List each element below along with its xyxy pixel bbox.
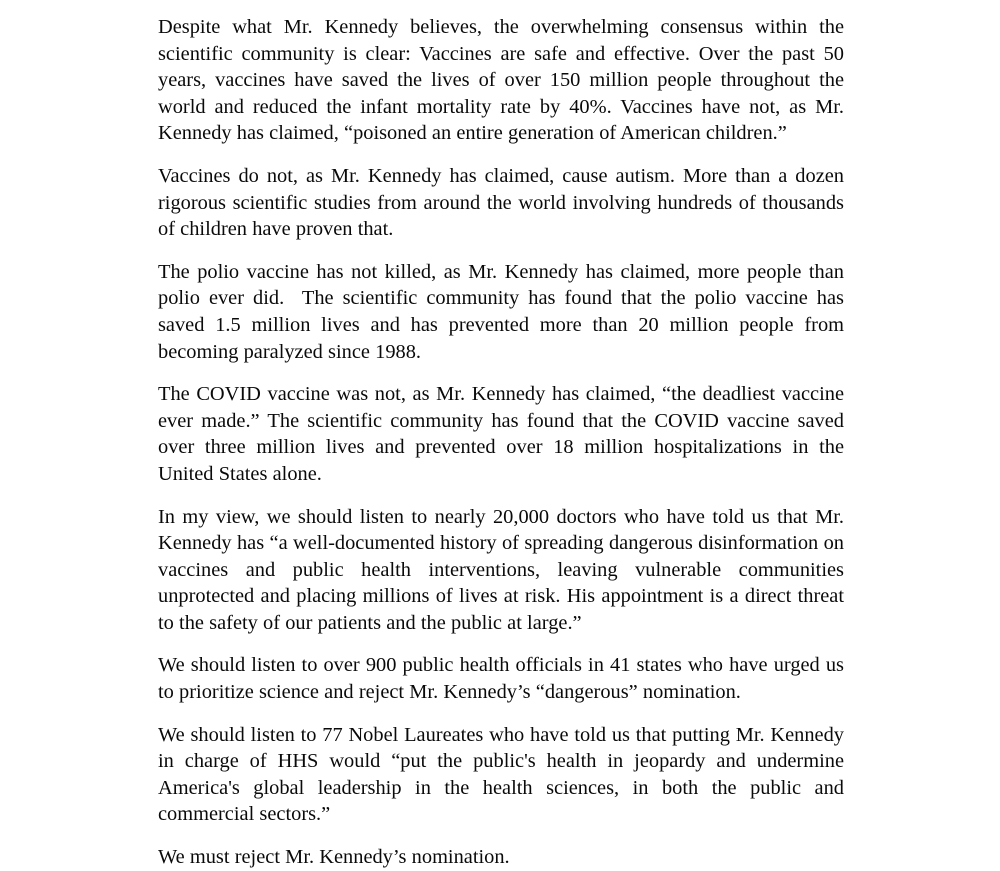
paragraph-doctors: In my view, we should listen to nearly 20,000 doctors who have told us that Mr. Kennedy has “a well-documented history of spreading dangerous disinformation on vaccines and public health interventions, leaving vulnerable communities unprotected and placing millions of lives at risk. His appointment is a direct threat to the safety of our patients and the public at large.” <box>158 505 850 634</box>
paragraph-consensus: Despite what Mr. Kennedy believes, the overwhelming consensus within the scientific community is clear: Vaccines are safe and effective. Over the past 50 years, vaccines have saved the lives of over 150 million people throughout the world and reduced the infant mortality rate by 40%. Vaccines have not, as Mr. Kennedy has claimed, “poisoned an entire generation of American children.” <box>158 16 850 145</box>
document-text-column <box>158 14 850 871</box>
paragraph-covid: The COVID vaccine was not, as Mr. Kennedy has claimed, “the deadliest vaccine ever made.” The scientific community has found that the COVID vaccine saved over three million lives and prevented over 18 million hospitalizations in the United States alone. <box>158 383 850 485</box>
paragraph-polio: The polio vaccine has not killed, as Mr. Kennedy has claimed, more people than polio ever did. The scientific community has found that the polio vaccine has saved 1.5 million lives and has prevented more than 20 million people from becoming paralyzed since 1988. <box>158 260 850 363</box>
paragraph-autism: Vaccines do not, as Mr. Kennedy has claimed, cause autism. More than a dozen rigorous scientific studies from around the world involving hundreds of thousands of children have proven that. <box>158 164 850 241</box>
paragraph-public-health-officials: We should listen to over 900 public health officials in 41 states who have urged us to prioritize science and reject Mr. Kennedy’s “dangerous” nomination. <box>158 654 850 704</box>
paragraph-conclusion: We must reject Mr. Kennedy’s nomination. <box>158 846 510 869</box>
paragraph-nobel-laureates: We should listen to 77 Nobel Laureates who have told us that putting Mr. Kennedy in charge of HHS would “put the public's health in jeopardy and undermine America's global leadership in the health sciences, in both the public and commercial sectors.” <box>158 723 850 826</box>
